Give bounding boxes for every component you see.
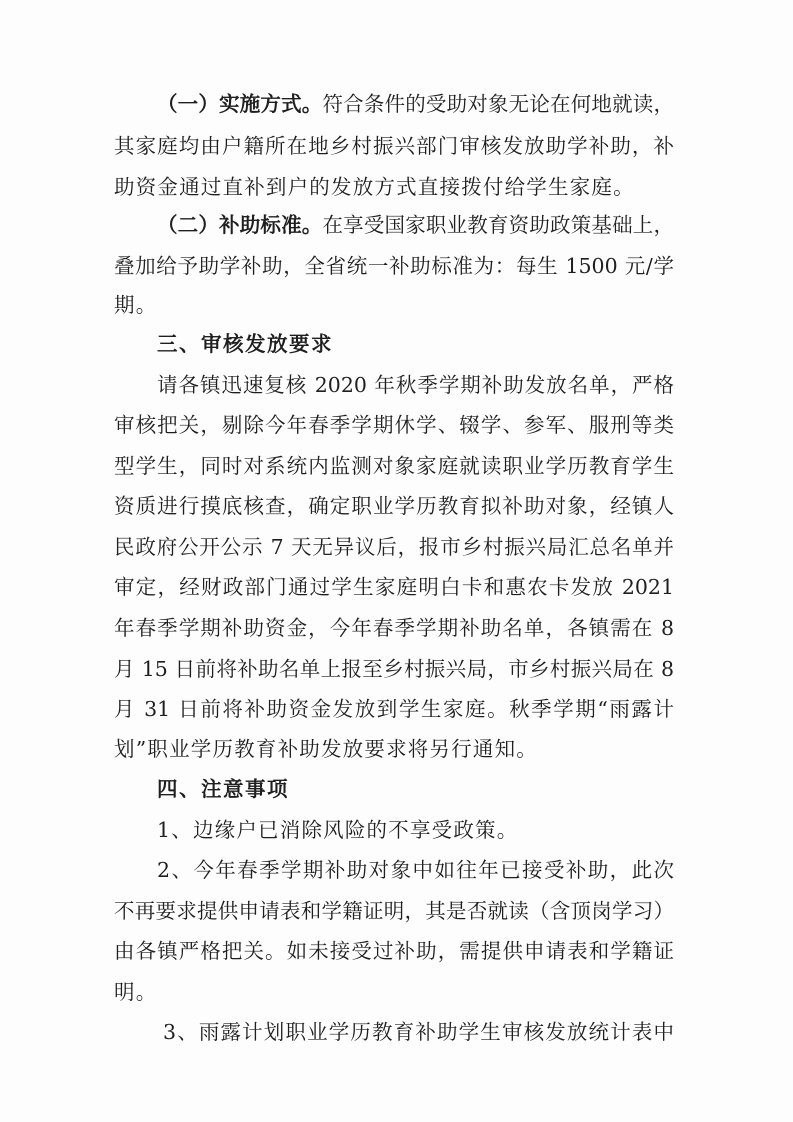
section-one-heading: （一）实施方式。 (157, 92, 323, 116)
section-two-heading: （二）补助标准。 (157, 213, 323, 237)
section-two-line-2: 叠加给予助学补助，全省统一补助标准为：每生 1500 元/学 (114, 254, 674, 278)
section-three-line-4: 资质进行摸底核查，确定职业学历教育拟补助对象，经镇人 (114, 494, 674, 518)
section-three-line-8: 月 15 日前将补助名单上报至乡村振兴局，市乡村振兴局在 8 (114, 657, 674, 681)
section-three-line-5: 民政府公开公示 7 天无异议后，报市乡村振兴局汇总名单并 (114, 535, 674, 559)
section-three-line-10: 划”职业学历教育补助发放要求将另行通知。 (114, 737, 538, 761)
notice-item-2-line-2: 不再要求提供申请表和学籍证明，其是否就读（含顶岗学习） (114, 899, 674, 923)
section-two-line-1-text: 在享受国家职业教育资助政策基础上， (322, 213, 674, 237)
section-three-line-1: 请各镇迅速复核 2020 年秋季学期补助发放名单，严格 (157, 373, 674, 397)
notice-item-2-line-3: 由各镇严格把关。如未接受过补助，需提供申请表和学籍证 (114, 939, 674, 963)
notice-item-3: 3、雨露计划职业学历教育补助学生审核发放统计表中 (163, 1020, 674, 1044)
section-one-line-1-text: 符合条件的受助对象无论在何地就读， (322, 92, 674, 116)
notice-item-2-line-4: 明。 (114, 980, 158, 1004)
section-four-title: 四、注意事项 (157, 777, 289, 801)
section-one-line-1 (157, 91, 674, 117)
notice-item-2-line-1: 2、今年春季学期补助对象中如往年已接受补助，此次 (157, 858, 674, 882)
section-three-line-7: 年春季学期补助资金，今年春季学期补助名单，各镇需在 8 (114, 616, 674, 640)
section-three-line-3: 型学生，同时对系统内监测对象家庭就读职业学历教育学生 (114, 454, 674, 478)
section-three-line-2: 审核把关，剔除今年春季学期休学、辍学、参军、服刑等类 (114, 413, 674, 437)
section-two-line-1 (157, 212, 674, 238)
section-one-line-2: 其家庭均由户籍所在地乡村振兴部门审核发放助学补助，补 (114, 134, 674, 158)
section-three-line-6: 审定，经财政部门通过学生家庭明白卡和惠农卡发放 2021 (114, 575, 674, 599)
section-three-title: 三、审核发放要求 (157, 332, 333, 356)
section-two-line-3: 期。 (114, 293, 158, 317)
notice-item-1: 1、边缘户已消除风险的不享受政策。 (157, 818, 519, 842)
section-three-line-9: 月 31 日前将补助资金发放到学生家庭。秋季学期“雨露计 (114, 697, 674, 721)
section-one-line-3: 助资金通过直补到户的发放方式直接拨付给学生家庭。 (114, 175, 635, 199)
